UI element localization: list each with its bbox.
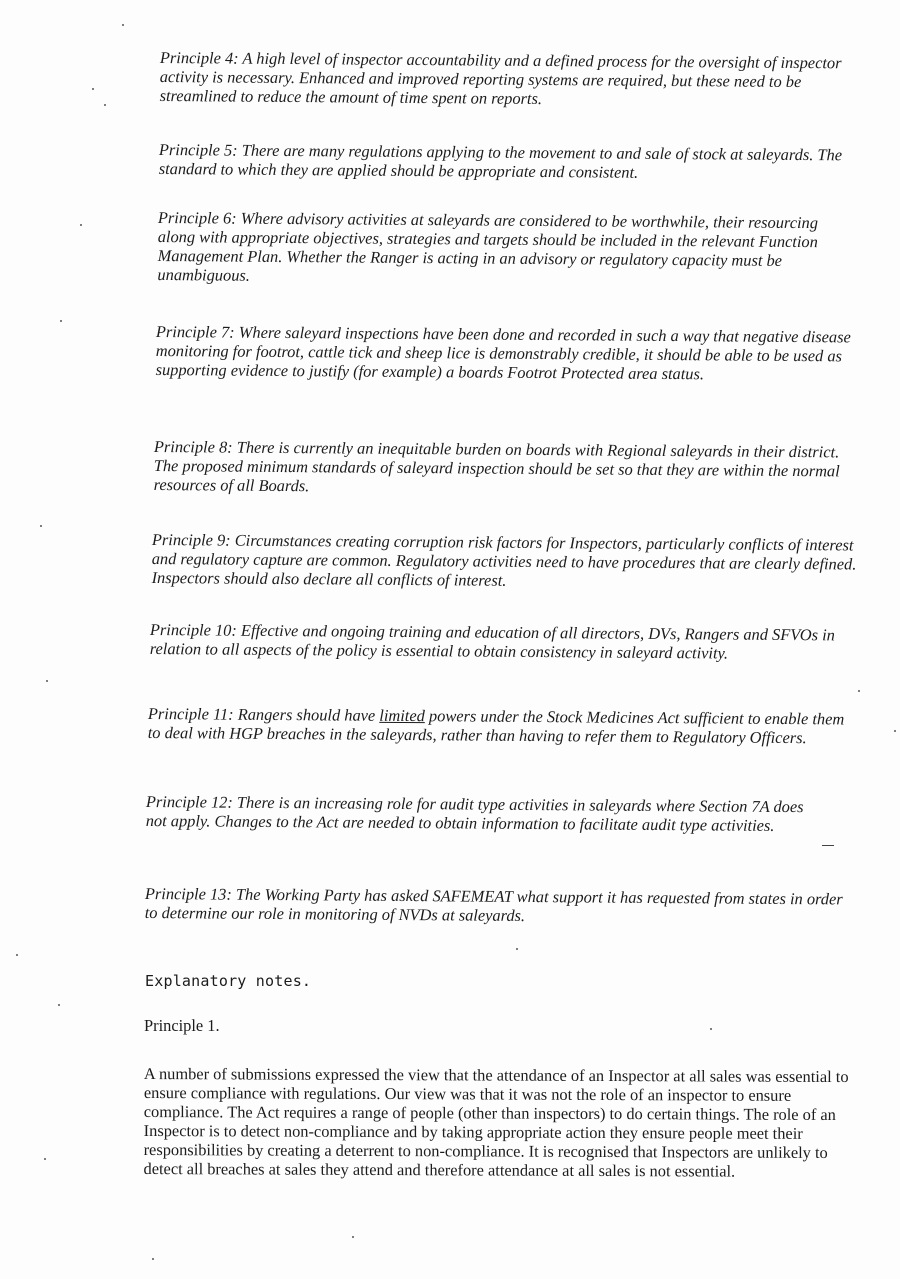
scan-speck (80, 224, 82, 226)
principle-4 (160, 48, 868, 111)
principle-13-text: The Working Party has asked SAFEMEAT what support it has requested from states in order to determine our role in monitoring of NVDs at saleyards. (144, 884, 843, 925)
principle-6-text: Where advisory activities at saleyards are considered to be worthwhile, their resourcing along with appropriate objectives, strategies and targets should be included in the relevant Function Management Plan. Whether the Ranger is acting in an advisory or regulatory capacity must be unambiguous. (157, 208, 819, 285)
scan-speck (352, 1236, 354, 1238)
principle-6-label: Principle 6: (157, 208, 237, 228)
scan-speck (46, 680, 48, 682)
principle-8-label: Principle 8: (153, 437, 233, 457)
principle-5-text: There are many regulations applying to the movement to and sale of stock at saleyards. The standard to which they are applied should be appropriate and consistent. (158, 140, 843, 182)
scan-dash (822, 845, 834, 846)
principle-6 (157, 208, 858, 289)
scan-speck (92, 88, 94, 90)
scan-speck (710, 1028, 712, 1030)
principle-7-text: Where saleyard inspections have been done and recorded in such a way that negative disease monitoring for footrot, cattle tick and sheep lice is demonstrably credible, it should be able to be used as supporting evidence to justify (for example) a boards Footrot Protected area status. (155, 322, 851, 384)
principle-11 (148, 704, 850, 748)
explanatory-principle-heading: Principle 1. (144, 1016, 220, 1035)
explanatory-paragraph: A number of submissions expressed the view that the attendance of an Inspector at all sales was essential to ensure compliance with regulations. Our view was that it was not the role of an inspector to ensure compliance. The Act requires a range of people (other than inspectors) to do certain things. The role of an Inspector is to detect non-compliance and by taking appropriate action they ensure people meet their responsibilities by creating a deterrent to non-compliance. It is recognised that Inspectors are unlikely to detect all breaches at sales they attend and therefore attendance at all sales is not essential. (143, 1064, 849, 1181)
principle-12 (146, 792, 808, 835)
scan-speck (44, 1158, 46, 1160)
scan-speck (894, 730, 896, 732)
principle-11-label: Principle 11: (147, 704, 234, 724)
principle-10-text: Effective and ongoing training and education of all directors, DVs, Rangers and SFVOs in relation to all aspects of the policy is essential to obtain consistency in saleyard activity. (149, 620, 835, 663)
principle-10-label: Principle 10: (149, 620, 237, 640)
principle-7-label: Principle 7: (155, 322, 235, 342)
principle-8-text: There is currently an inequitable burden on boards with Regional saleyards in their district. The proposed minimum standards of saleyard inspection should be set so that they are within the normal resources of all Boards. (153, 437, 840, 496)
principle-11-underlined: limited (379, 705, 425, 726)
principle-8 (154, 437, 860, 500)
principle-5-label: Principle 5: (158, 140, 238, 160)
principle-10 (150, 620, 850, 663)
principle-4-label: Principle 4: (159, 48, 239, 68)
principle-9-label: Principle 9: (151, 530, 231, 550)
scan-speck (16, 954, 18, 956)
principle-12-text: There is an increasing role for audit type activities in saleyards where Section 7A does not apply. Changes to the Act are needed to obtain information to facilitate audit type activities. (145, 792, 804, 835)
principle-11-text-after: powers under the Stock Medicines Act sufficient to enable them to deal with HGP breaches in the saleyards, rather than having to refer them to Regulatory Officers. (147, 706, 845, 748)
principle-13-label: Principle 13: (144, 884, 232, 904)
explanatory-notes-heading: Explanatory notes. (145, 972, 312, 990)
principle-4-text: A high level of inspector accountability and a defined process for the oversight of inspector activity is necessary. Enhanced and improved reporting systems are required, but these need to be streamlined to reduce the amount of time spent on reports. (159, 48, 842, 109)
principle-11-text-before: Rangers should have (233, 704, 380, 725)
principle-13 (145, 884, 857, 928)
scan-speck (152, 1258, 154, 1260)
scan-speck (104, 104, 106, 106)
scan-speck (40, 525, 42, 527)
scan-speck (58, 1004, 60, 1006)
scan-speck (60, 320, 62, 322)
principle-9 (152, 530, 858, 593)
principle-12-label: Principle 12: (145, 792, 233, 812)
scan-speck (516, 948, 518, 950)
principle-5 (159, 140, 859, 183)
scan-speck (858, 690, 860, 692)
scan-speck (122, 24, 124, 26)
principle-9-text: Circumstances creating corruption risk factors for Inspectors, particularly conflicts of interest and regulatory capture are common. Regulatory activities need to have procedures that are clearly defined. Inspectors should also declare all conflicts of interest. (151, 530, 857, 590)
principle-7 (156, 322, 866, 385)
